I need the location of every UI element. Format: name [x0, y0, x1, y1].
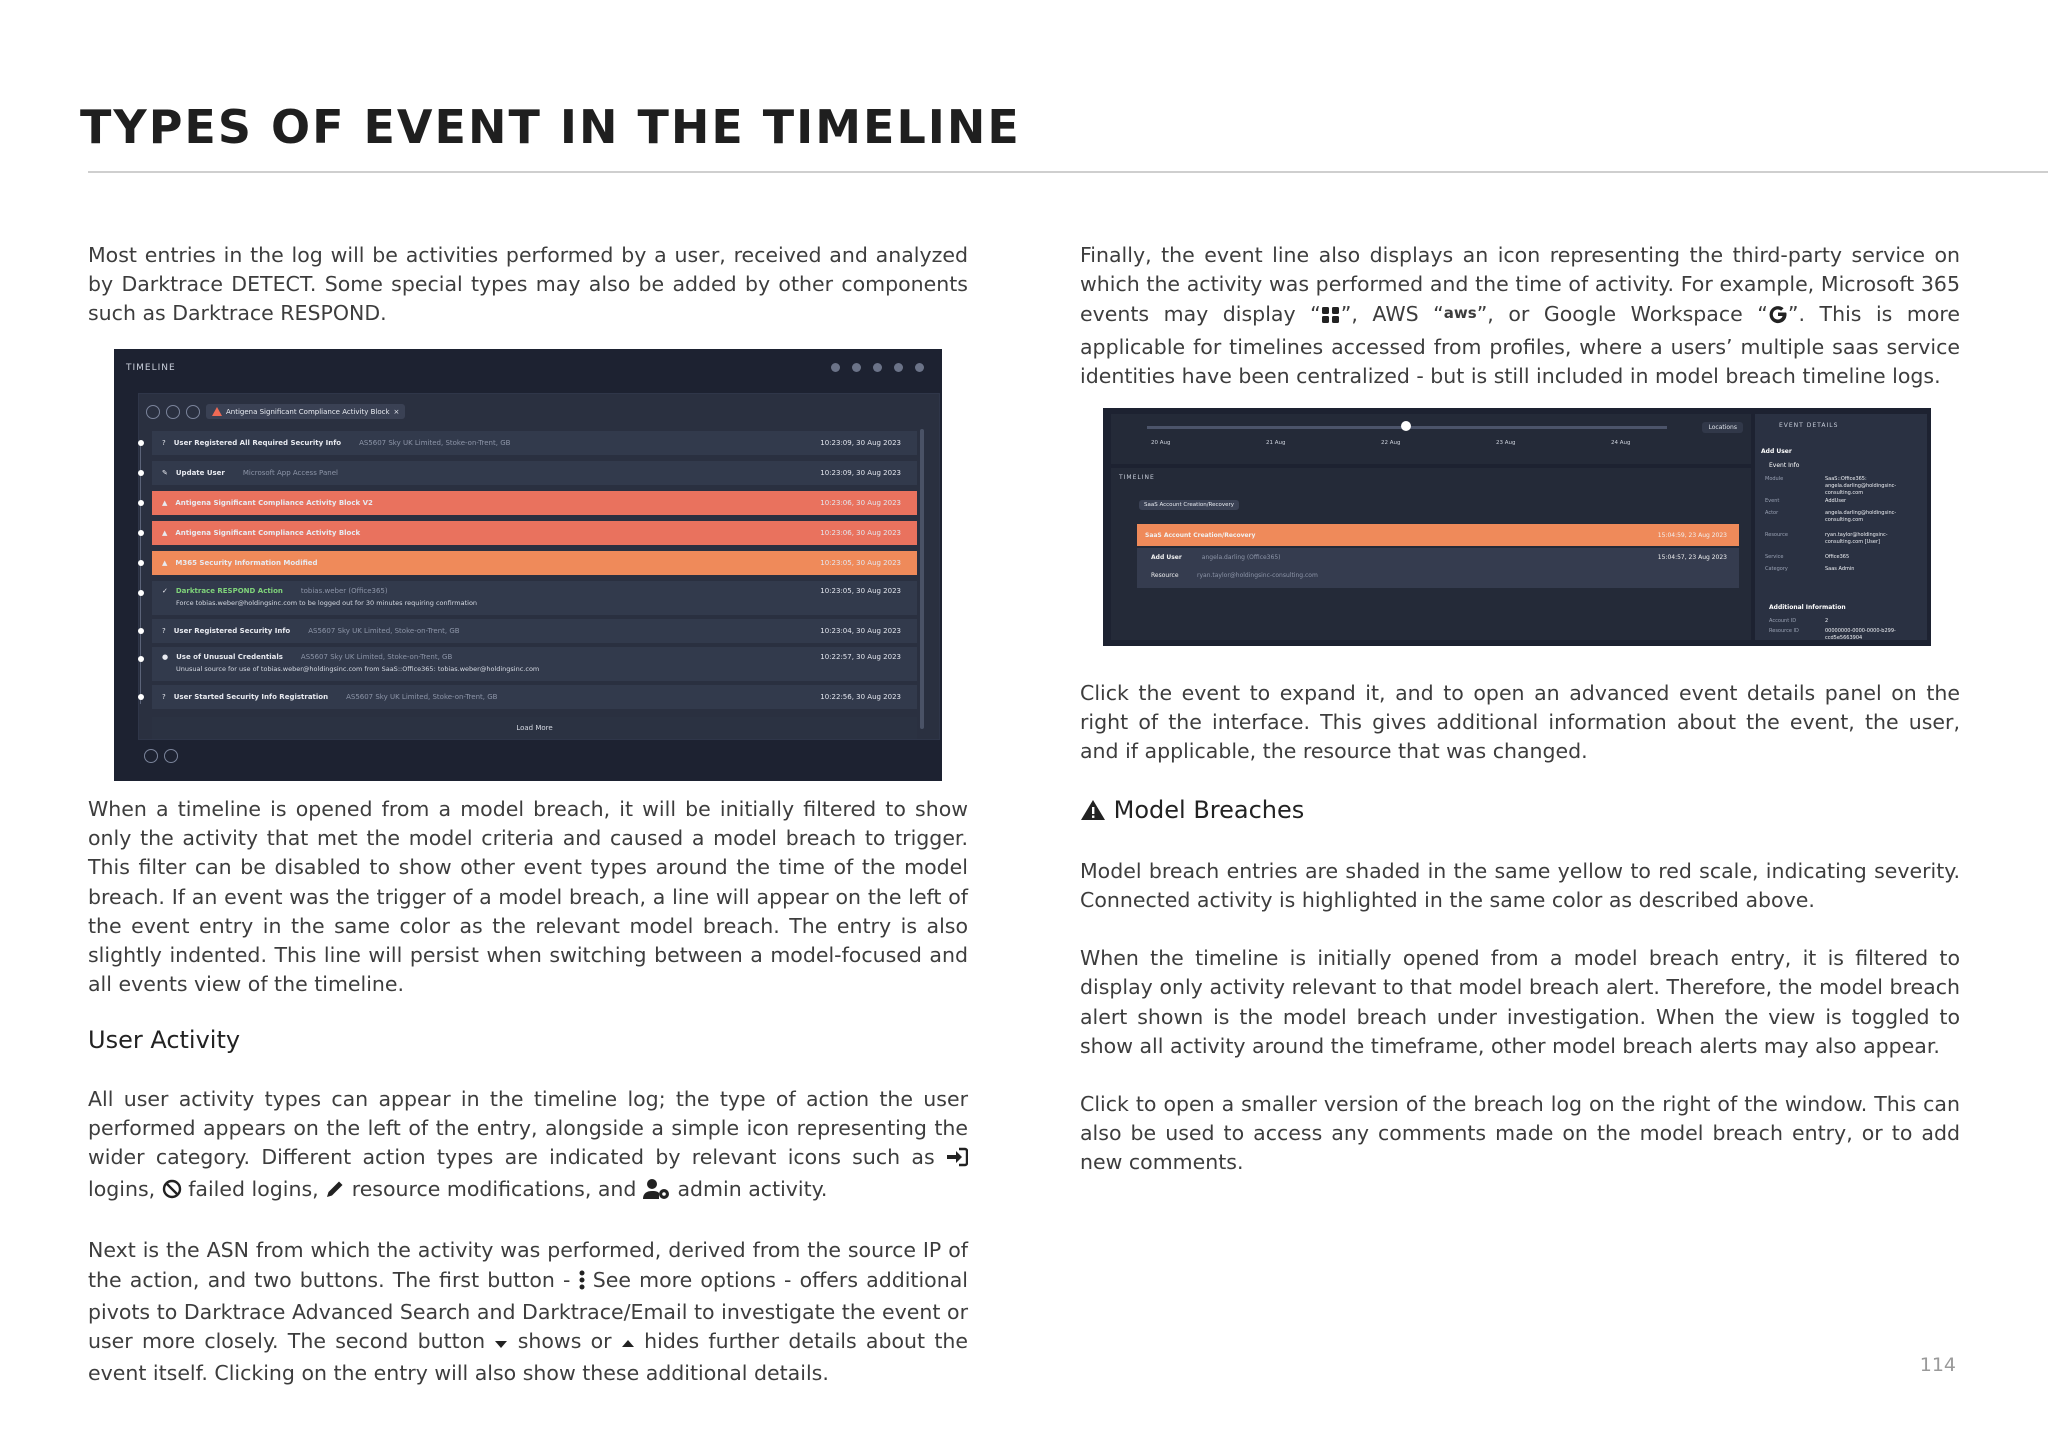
- row-detail: Unusual source for use of tobias.weber@holdingsinc.com from SaaS::Office365: tobias.weber@holdingsinc.com: [176, 665, 540, 673]
- row-name: Antigena Significant Compliance Activity Block V2: [175, 499, 373, 507]
- extra-key: Resource ID: [1769, 628, 1799, 634]
- timeline-row: [152, 581, 917, 615]
- pencil-icon: [325, 1178, 345, 1207]
- ua2-text-1: Next is the ASN from which the activity was performed, derived from the source IP of the action, and two buttons. The first button -: [88, 1238, 968, 1292]
- slider-handle: [1401, 421, 1411, 431]
- rp1-text-2: ”, AWS “: [1340, 302, 1444, 327]
- ua-text-5: admin activity.: [677, 1177, 828, 1202]
- caret-down-icon: [494, 1330, 508, 1359]
- ua2-text-2: See more options - offers additional pivots to Darktrace Advanced Search and Darktrace/Email to investigate the event or user more closely. The second button: [88, 1267, 968, 1354]
- breach-row: [1137, 524, 1739, 546]
- row-icon: ?: [162, 693, 166, 701]
- timeline-dot: [138, 470, 144, 476]
- field-key: Module: [1765, 476, 1784, 482]
- row-detail: Force tobias.weber@holdingsinc.com to be logged out for 30 minutes requiring confirmation: [176, 599, 478, 607]
- additional-info-label: Additional Information: [1769, 604, 1846, 611]
- locations-dropdown: Locations: [1702, 422, 1743, 433]
- row-name: Use of Unusual Credentials: [176, 653, 283, 661]
- event-info-label: Event Info: [1769, 462, 1800, 469]
- field-value: AddUser: [1825, 498, 1847, 504]
- failed-login-icon: [162, 1178, 182, 1207]
- row-time: 10:23:09, 30 Aug 2023: [820, 469, 901, 477]
- timeline-row: [152, 491, 917, 515]
- breach-row-label: SaaS Account Creation/Recovery: [1145, 531, 1256, 539]
- collapse-icon: [146, 405, 160, 419]
- model-filter-paragraph: When a timeline is opened from a model breach, it will be initially filtered to show only the activity that met the model criteria and caused a model breach to trigger. This filter can be disabled to show other event types around the time of the model breach. If an event was the trigger of a model breach, a line will appear on the left of the event entry in the same color as the relevant model breach. The entry is also slightly indented. This line will persist when switching between a model-focused and all events view of the timeline.: [88, 797, 968, 997]
- timeline-dot: [138, 440, 144, 446]
- timeline-toolbar-icons: [831, 363, 924, 372]
- field-value: Office365: [1825, 554, 1850, 560]
- slider-date: 20 Aug: [1151, 440, 1171, 446]
- breach-row-time: 15:04:59, 23 Aug 2023: [1657, 531, 1727, 539]
- list-icon: [852, 363, 861, 372]
- row-time: 10:23:05, 30 Aug 2023: [820, 559, 901, 567]
- google-icon: [1768, 303, 1788, 332]
- event-row-time: 15:04:57, 23 Aug 2023: [1657, 554, 1727, 561]
- row-sub: AS5607 Sky UK Limited, Stoke-on-Trent, GB: [300, 653, 453, 661]
- event-row-label: Add User: [1151, 554, 1182, 561]
- more-options-icon: [579, 1269, 585, 1298]
- event-row: [1137, 548, 1739, 588]
- expand-event-paragraph: Click the event to expand it, and to open an advanced event details panel on the right of the interface. This gives additional information about the event, the user, and if applicable, the resource that was changed.: [1080, 681, 1960, 764]
- row-icon: ●: [162, 653, 169, 661]
- ua-text-2: logins,: [88, 1177, 156, 1202]
- globe-icon: [894, 363, 903, 372]
- left-column-body: [88, 795, 968, 1388]
- user-activity-paragraph-2: [88, 1236, 968, 1388]
- intro-paragraph: Most entries in the log will be activities performed by a user, received and analyzed by Darktrace DETECT. Some special types may also be added by other components such as Darktrace RESPOND.: [88, 243, 968, 326]
- details-event: Add User: [1761, 448, 1792, 455]
- timeline-dot: [138, 628, 144, 634]
- event-details-screenshot: [1103, 408, 1931, 646]
- timeline-row: [152, 551, 917, 575]
- row-time: 10:22:56, 30 Aug 2023: [820, 693, 901, 701]
- alert-icon: [212, 407, 222, 416]
- date-slider: [1111, 414, 1751, 464]
- rp1-text-4: ”. This is more applicable for timelines accessed from profiles, where a users’ multiple saas service identities have been centralized - but is still included in model breach timeline logs.: [1080, 302, 1960, 388]
- model-breaches-heading: [1080, 796, 1960, 828]
- filter-chip: [206, 404, 405, 419]
- slider-date: 21 Aug: [1266, 440, 1286, 446]
- timeline-row: [152, 685, 917, 709]
- row-time: 10:23:06, 30 Aug 2023: [820, 499, 901, 507]
- right-column-top: [1080, 241, 1960, 391]
- field-value: ryan.taylor@holdingsinc-consulting.com [User]: [1825, 532, 1888, 545]
- field-value: Saas Admin: [1825, 566, 1855, 572]
- row-sub: tobias.weber (Office365): [300, 587, 388, 595]
- slider-date: 23 Aug: [1496, 440, 1516, 446]
- row-time: 10:23:05, 30 Aug 2023: [820, 587, 901, 595]
- row-icon: ▲: [162, 559, 168, 567]
- row-name: Antigena Significant Compliance Activity Block: [175, 529, 361, 537]
- timeline-row: [152, 647, 917, 681]
- timeline-row: [152, 431, 917, 455]
- user-activity-heading: User Activity: [88, 1026, 241, 1055]
- row-time: 10:23:09, 30 Aug 2023: [820, 439, 901, 447]
- row-name: User Registered All Required Security Info: [173, 439, 342, 447]
- resource-label: Resource: [1151, 572, 1179, 579]
- warning-icon: [831, 363, 840, 372]
- row-name: Update User: [175, 469, 225, 477]
- model-breach-paragraph-2: When the timeline is initially opened from a model breach entry, it is filtered to display only activity relevant to that model breach alert. Therefore, the model breach alert shown is the model breach under investigation. When the view is toggled to show all activity around the timeframe, other model breach alerts may also appear.: [1080, 946, 1960, 1058]
- field-key: Service: [1765, 554, 1784, 560]
- row-sub: AS5607 Sky UK Limited, Stoke-on-Trent, GB: [359, 439, 511, 447]
- field-key: Actor: [1765, 510, 1779, 516]
- microsoft365-icon: [1321, 303, 1341, 332]
- timeline-row: [152, 521, 917, 545]
- timeline-row: [152, 619, 917, 643]
- timeline-screenshot: [114, 349, 942, 781]
- row-sub: Microsoft App Access Panel: [242, 469, 338, 477]
- admin-user-icon: [643, 1178, 671, 1207]
- warning-triangle-icon: [1080, 799, 1106, 828]
- field-value: angela.darling@holdingsinc-consulting.com: [1825, 510, 1897, 523]
- chevron-down-icon: [144, 749, 158, 763]
- row-name: User Started Security Info Registration: [173, 693, 329, 701]
- filter-bar: [146, 404, 405, 419]
- field-key: Event: [1765, 498, 1780, 504]
- row-name: Darktrace RESPOND Action: [175, 587, 283, 595]
- ua2-text-4: hides further details about the event itself. Clicking on the entry will also show these additional details.: [88, 1329, 968, 1386]
- double-chevron-down-icon: [164, 749, 178, 763]
- timeline-panel-2: [1111, 468, 1751, 640]
- row-name: User Registered Security Info: [173, 627, 291, 635]
- row-icon: ✓: [162, 587, 168, 595]
- row-icon: ?: [162, 627, 166, 635]
- rp1-text-1: Finally, the event line also displays an icon representing the third-party service on which the activity was performed and the time of activity. For example, Microsoft 365 events may display “: [1080, 243, 1960, 327]
- filter-toggle-icon: [186, 405, 200, 419]
- timeline-dot: [138, 530, 144, 536]
- row-time: 10:23:04, 30 Aug 2023: [820, 627, 901, 635]
- timeline-line: [140, 444, 141, 704]
- slider-date: 24 Aug: [1611, 440, 1631, 446]
- extra-value: 2: [1825, 618, 1829, 624]
- model-breach-paragraph-1: Model breach entries are shaded in the same yellow to red scale, indicating severity. Connected activity is highlighted in the same color as described above.: [1080, 858, 1960, 913]
- link-icon: [915, 363, 924, 372]
- timeline-dot: [138, 500, 144, 506]
- field-key: Category: [1765, 566, 1788, 572]
- timeline-dot: [138, 590, 144, 596]
- row-icon: ▲: [162, 499, 168, 507]
- filter-chip-label: Antigena Significant Compliance Activity Block: [226, 407, 390, 416]
- timeline-dot: [138, 656, 144, 662]
- row-icon: ▲: [162, 529, 168, 537]
- model-breaches-heading-text: Model Breaches: [1113, 795, 1305, 824]
- row-icon: ✎: [162, 469, 168, 477]
- model-breach-paragraph-3: Click to open a smaller version of the breach log on the right of the window. This can also be used to access any comments made on the model breach entry, or to add new comments.: [1080, 1092, 1960, 1175]
- extra-key: Account ID: [1769, 618, 1797, 624]
- load-more-button: Load More: [152, 717, 917, 739]
- ua-text-4: resource modifications, and: [351, 1177, 637, 1202]
- field-key: Resource: [1765, 532, 1788, 538]
- details-title: EVENT DETAILS: [1779, 422, 1839, 429]
- expand-icon: [166, 405, 180, 419]
- timeline-dot: [138, 694, 144, 700]
- resource-value: ryan.taylor@holdingsinc-consulting.com: [1197, 572, 1318, 579]
- row-sub: AS5607 Sky UK Limited, Stoke-on-Trent, GB: [346, 693, 498, 701]
- timeline-dot: [138, 560, 144, 566]
- extra-value: 00000000-0000-0000-b299-ccd5e5663904: [1825, 628, 1896, 641]
- login-icon: [946, 1146, 968, 1175]
- ua-text-1: All user activity types can appear in the timeline log; the type of action the user performed appears on the left of the entry, alongside a simple icon representing the wider category. Different action types are indicated by relevant icons such as: [88, 1086, 968, 1170]
- location-icon: [873, 363, 882, 372]
- row-time: 10:22:57, 30 Aug 2023: [820, 653, 901, 661]
- right-column-body: [1080, 679, 1960, 1178]
- slider-date: 22 Aug: [1381, 440, 1401, 446]
- aws-icon: aws: [1443, 304, 1477, 323]
- event-row-sub: angela.darling (Office365): [1201, 554, 1281, 561]
- timeline-row: [152, 461, 917, 485]
- row-time: 10:23:06, 30 Aug 2023: [820, 529, 901, 537]
- user-activity-paragraph-1: [88, 1085, 968, 1208]
- page-number: 114: [1919, 1354, 1956, 1376]
- left-column: [88, 241, 968, 329]
- rp1-text-3: ”, or Google Workspace “: [1476, 302, 1768, 327]
- timeline-header-2: TIMELINE: [1119, 474, 1155, 481]
- caret-up-icon: [621, 1330, 635, 1359]
- close-icon: ×: [393, 407, 400, 416]
- filter-chip-2: SaaS Account Creation/Recovery: [1139, 500, 1239, 510]
- row-sub: AS5607 Sky UK Limited, Stoke-on-Trent, GB: [308, 627, 460, 635]
- timeline-header: TIMELINE: [126, 363, 176, 373]
- row-name: M365 Security Information Modified: [175, 559, 318, 567]
- field-value: SaaS::Office365: angela.darling@holdingsinc-consulting.com: [1825, 476, 1897, 496]
- page-title: TYPES OF EVENT IN THE TIMELINE: [80, 100, 1021, 154]
- ua-text-3: failed logins,: [188, 1177, 319, 1202]
- scroll-controls: [144, 749, 178, 763]
- row-icon: ?: [162, 439, 166, 447]
- service-icon-paragraph: [1080, 241, 1960, 391]
- event-details-panel: [1755, 414, 1927, 640]
- ua2-text-3: shows or: [517, 1329, 612, 1354]
- scrollbar: [920, 429, 924, 729]
- title-divider: [88, 171, 2048, 173]
